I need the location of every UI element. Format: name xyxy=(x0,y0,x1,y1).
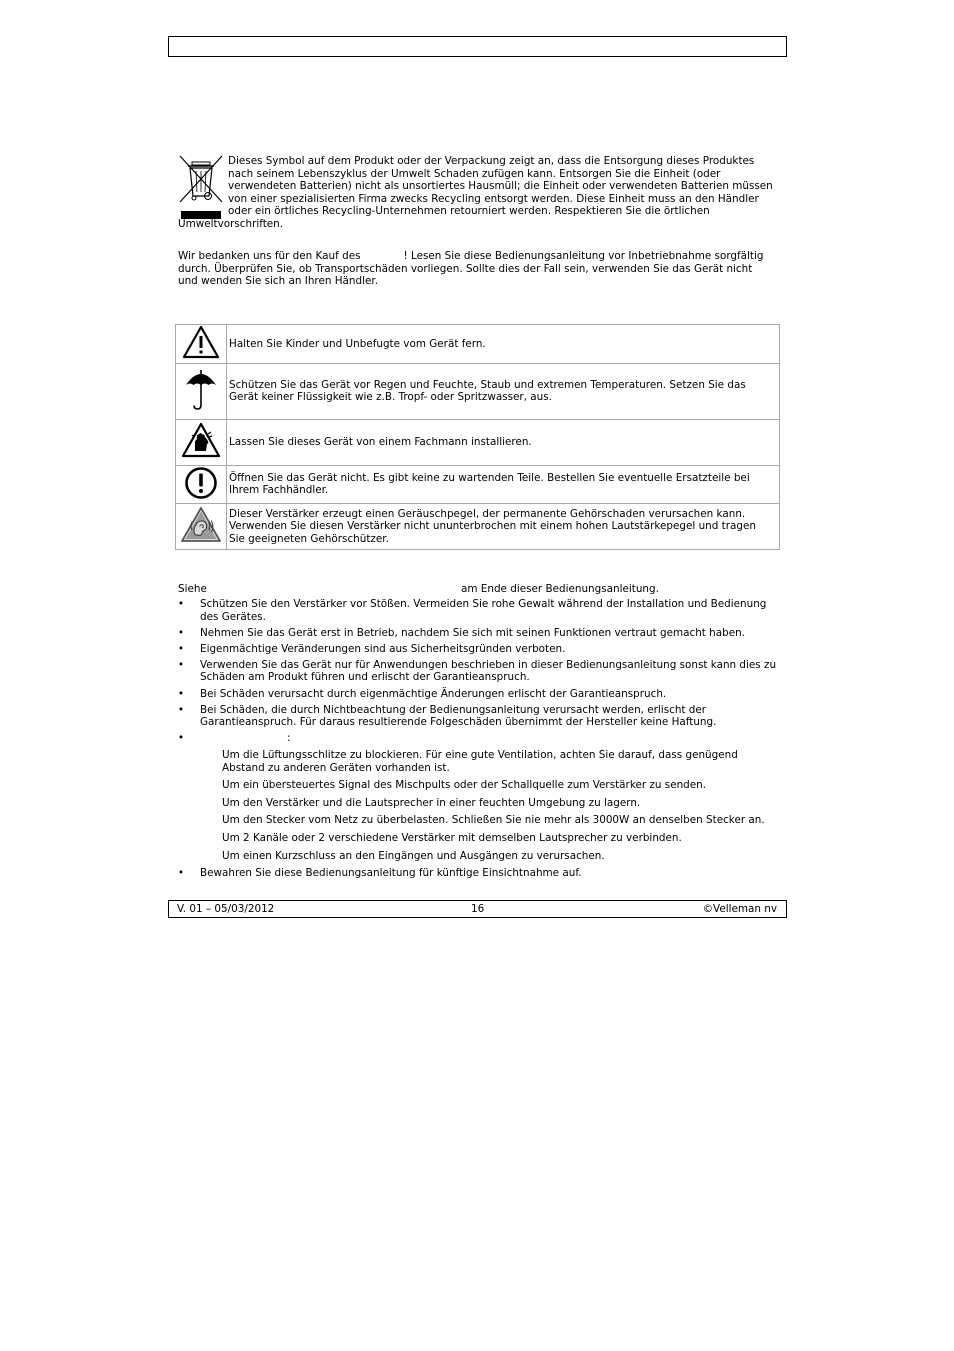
list-item-text: Bewahren Sie diese Bedienungsanleitung für künftige Einsichtnahme auf. xyxy=(200,867,582,880)
disposal-line-last: Umweltvorschriften. xyxy=(178,218,284,230)
footer xyxy=(168,900,787,918)
footer-version: V. 01 – 05/03/2012 xyxy=(177,903,275,915)
list-item xyxy=(176,598,782,623)
bullet: • xyxy=(177,687,185,700)
thanks-line: und wenden Sie sich an Ihren Händler. xyxy=(178,275,378,288)
sub-list-item: Um den Verstärker und die Lautsprecher in einer feuchten Umgebung zu lagern. xyxy=(222,796,641,809)
safety-table xyxy=(175,324,780,550)
list-item-text: Verwenden Sie das Gerät nur für Anwendungen beschrieben in dieser Bedienungsanleitung sonst kann dies zu Schäden am Produkt führen und erlischt der Garantieanspruch. xyxy=(200,658,777,684)
bullet: • xyxy=(177,703,185,716)
table-row xyxy=(176,419,780,465)
list-item xyxy=(176,688,782,701)
safety-icon-cell xyxy=(176,363,227,419)
hand-warning-icon xyxy=(181,422,221,458)
list-item-text: Bei Schäden verursacht durch eigenmächtige Änderungen erlischt der Garantieanspruch. xyxy=(200,687,667,700)
sub-list-item: Um die Lüftungsschlitze zu blockieren. Für eine gute Ventilation, achten Sie darauf, dass genügend Abstand zu anderen Geräten vorhanden ist. xyxy=(222,748,738,774)
disposal-line: nach seinem Lebenszyklus der Umwelt Schaden zufügen kann. Entsorgen Sie die Einheit (oder xyxy=(228,167,721,180)
hearing-warning-icon xyxy=(180,506,222,544)
bullet: • xyxy=(177,598,185,610)
safety-text: Halten Sie Kinder und Unbefugte vom Gerät fern. xyxy=(227,325,780,364)
footer-page-number: 16 xyxy=(471,903,485,915)
thanks-line1-b: ! Lesen Sie diese Bedienungsanleitung vor Inbetriebnahme sorgfältig xyxy=(403,250,764,262)
list-item xyxy=(176,659,782,684)
sub-list-item: Um den Stecker vom Netz zu überbelasten. Schließen Sie nie mehr als 3000W an denselben Stecker an. xyxy=(222,814,765,827)
safety-icon-cell xyxy=(176,419,227,465)
sub-list-item: Um einen Kurzschluss an den Eingängen und Ausgängen zu verursachen. xyxy=(222,849,605,862)
safety-text: Schützen Sie das Gerät vor Regen und Feuchte, Staub und extremen Temperaturen. Setzen Sie das Gerät keiner Flüssigkeit wie z.B. Tropf- oder Spritzwasser, aus. xyxy=(227,363,780,419)
safety-icon-cell xyxy=(176,504,227,550)
exclamation-circle-icon xyxy=(184,466,218,500)
thanks-line xyxy=(178,250,778,263)
disposal-line: oder ein örtliches Recycling-Unternehmen retourniert werden. Respektieren Sie die örtlichen xyxy=(228,205,710,218)
header-box xyxy=(168,36,787,57)
bullet: • xyxy=(177,867,185,880)
bullet: • xyxy=(177,658,185,671)
table-row xyxy=(176,363,780,419)
list-item-text: Nehmen Sie das Gerät erst in Betrieb, nachdem Sie sich mit seinen Funktionen vertraut gemacht haben. xyxy=(200,626,745,639)
thanks-line1-a: Wir bedanken uns für den Kauf des xyxy=(178,250,361,262)
thanks-paragraph xyxy=(178,250,778,288)
never-colon: : xyxy=(287,732,291,745)
table-row xyxy=(176,504,780,550)
guidelines-intro-b: am Ende dieser Bedienungsanleitung. xyxy=(461,583,659,595)
list-item xyxy=(176,867,782,880)
never-list xyxy=(200,749,782,862)
safety-text: Dieser Verstärker erzeugt einen Geräuschpegel, der permanente Gehörschaden verursachen kann. Verwenden Sie diesen Verstärker nicht ununterbrochen mit einem hohen Lautstärkepegel und tragen Sie geeigneten Gehörschützer. xyxy=(227,504,780,550)
sub-list-item: Um ein übersteuertes Signal des Mischpults oder der Schallquelle zum Verstärker zu senden. xyxy=(222,779,707,792)
list-item xyxy=(176,704,782,729)
list-item xyxy=(176,732,782,862)
list-item-text: Bei Schäden, die durch Nichtbeachtung der Bedienungsanleitung verursacht werden, erlischt der Garantieanspruch. Für daraus resultierende Folgeschäden übernimmt der Hersteller keine Haftung. xyxy=(200,703,717,729)
warning-triangle-icon xyxy=(182,325,220,359)
disposal-line: von einer spezialisierten Firma zwecks Recycling entsorgt werden. Diese Einheit muss an den Händler xyxy=(228,192,759,205)
bullet: • xyxy=(177,626,185,639)
safety-icon-cell xyxy=(176,465,227,504)
disposal-line: Dieses Symbol auf dem Produkt oder der Verpackung zeigt an, dass die Entsorgung dieses Produktes xyxy=(228,155,755,167)
list-item xyxy=(176,627,782,640)
thanks-line: durch. Überprüfen Sie, ob Transportschäden vorliegen. Sollte dies der Fall sein, verwenden Sie das Gerät nicht xyxy=(178,262,753,275)
list-item xyxy=(176,643,782,656)
list-item-text: Schützen Sie den Verstärker vor Stößen. Vermeiden Sie rohe Gewalt während der Installation und Bedienung des Gerätes. xyxy=(200,598,767,623)
guidelines-list xyxy=(176,598,782,883)
weee-bin-icon xyxy=(178,154,224,220)
safety-icon-cell xyxy=(176,325,227,364)
safety-text: Öffnen Sie das Gerät nicht. Es gibt keine zu wartenden Teile. Bestellen Sie eventuelle Ersatzteile bei Ihrem Fachhändler. xyxy=(227,465,780,504)
disposal-line: verwendeten Batterien) nicht als unsortiertes Hausmüll; die Einheit oder verwendeten Batterien müssen xyxy=(228,180,773,193)
table-row xyxy=(176,465,780,504)
footer-copyright: ©Velleman nv xyxy=(702,903,777,915)
sub-list-item: Um 2 Kanäle oder 2 verschiedene Verstärker mit demselben Lautsprecher zu verbinden. xyxy=(222,831,682,844)
disposal-notice xyxy=(228,155,784,218)
table-row xyxy=(176,325,780,364)
umbrella-icon xyxy=(184,367,218,411)
bullet: • xyxy=(177,732,185,745)
safety-text: Lassen Sie dieses Gerät von einem Fachmann installieren. xyxy=(227,419,780,465)
bullet: • xyxy=(177,642,185,655)
list-item-text: Eigenmächtige Veränderungen sind aus Sicherheitsgründen verboten. xyxy=(200,642,566,655)
guidelines-intro-a: Siehe xyxy=(178,583,207,595)
